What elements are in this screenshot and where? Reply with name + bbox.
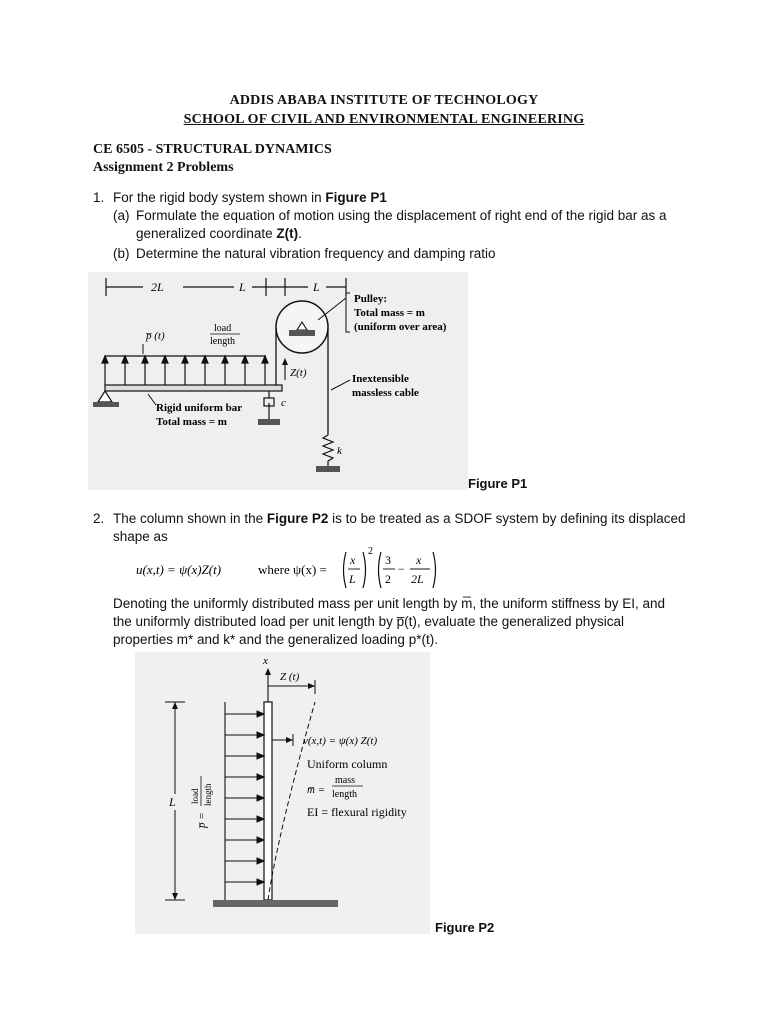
problem1-a-text: generalized coordinate	[136, 226, 277, 241]
problem2-para-line1: Denoting the uniformly distributed mass per unit length by m̅, the uniform stiffness by EI, and	[113, 596, 666, 611]
cable-label-2: massless cable	[352, 387, 419, 399]
problem1-b-label: (b)	[113, 246, 130, 261]
dim-2L: 2L	[151, 280, 164, 294]
fig2-L-label: L	[169, 795, 176, 809]
problem1-a-line1: Formulate the equation of motion using the displacement of right end of the rigid bar as a	[136, 208, 667, 223]
eq-minus: −	[398, 562, 405, 576]
fig2-ei-label: EI = flexural rigidity	[307, 805, 407, 819]
problem2-number: 2.	[93, 511, 105, 526]
spring-k-label: k	[337, 445, 342, 457]
fig2-v-label: v(x,t) = ψ(x) Z(t)	[303, 735, 378, 747]
pulley-label-3: (uniform over area)	[354, 321, 447, 333]
eq-2L: 2L	[411, 572, 424, 586]
pulley-label-2: Total mass = m	[354, 307, 425, 319]
school-title-text: SCHOOL OF CIVIL AND ENVIRONMENTAL ENGINEERING	[183, 112, 585, 127]
fig2-m-den: length	[332, 789, 357, 800]
fig2-zt-label: Z (t)	[280, 671, 300, 683]
problem2-lead: The column shown in the	[113, 511, 267, 526]
fig2-p-num: load	[190, 788, 200, 804]
school-title	[0, 112, 768, 128]
problem2-statement	[113, 510, 713, 528]
eq-pow: 2	[368, 546, 373, 557]
load-p-label: p̅ (t)	[146, 330, 165, 342]
problem1-figref: Figure P1	[325, 190, 387, 205]
figure-p1	[88, 272, 468, 490]
load-den: length	[210, 336, 235, 347]
fig2-m-lhs: m̅ =	[307, 784, 326, 796]
dim-L2: L	[313, 280, 320, 294]
load-num: load	[214, 323, 232, 334]
eq-lhs: u(x,t) = ψ(x)Z(t)	[136, 562, 222, 577]
damper-c-label: c	[281, 397, 286, 409]
problem1-a-end: .	[298, 226, 302, 241]
problem1-number: 1.	[93, 190, 105, 205]
fig2-m-num: mass	[335, 775, 355, 786]
bar-label-1: Rigid uniform bar	[156, 402, 243, 414]
eq-x2: x	[416, 553, 422, 567]
eq-3: 3	[385, 553, 391, 567]
dim-L1: L	[239, 280, 246, 294]
shape-function-equation	[130, 542, 450, 594]
problem2-figref: Figure P2	[266, 511, 329, 526]
problem2-rest: is to be treated as a SDOF system by defining its displaced	[328, 511, 686, 526]
problem1-b-text: Determine the natural vibration frequency and damping ratio	[136, 246, 496, 261]
problem2-line2: shape as	[113, 529, 168, 544]
fig2-p-lhs: p̅ =	[196, 812, 208, 828]
problem1-lead: For the rigid body system shown in	[113, 190, 326, 205]
cable-label-1: Inextensible	[352, 373, 409, 385]
fig2-p-den: length	[203, 783, 213, 806]
problem1-a-label: (a)	[113, 208, 130, 223]
eq-2: 2	[385, 572, 391, 586]
institute-title: ADDIS ABABA INSTITUTE OF TECHNOLOGY	[229, 93, 539, 108]
bar-label-2: Total mass = m	[156, 416, 227, 428]
problem1-a-coord: Z(t)	[276, 226, 299, 241]
eq-L1: L	[349, 572, 356, 586]
eq-x1: x	[350, 553, 356, 567]
course-code: CE 6505 - STRUCTURAL DYNAMICS	[93, 142, 332, 157]
pulley-label-1: Pulley:	[354, 293, 387, 305]
fig2-x-label: x	[263, 655, 268, 667]
fig1-zt-label: Z(t)	[290, 367, 307, 379]
problem2-para-line2: the uniformly distributed load per unit length by p̅(t), evaluate the generalized physical	[113, 614, 625, 629]
figure-p2	[135, 652, 430, 934]
eq-where: where ψ(x) =	[258, 562, 327, 577]
problem2-para-line3: properties m* and k* and the generalized loading p*(t).	[113, 632, 438, 647]
assignment-title: Assignment 2 Problems	[93, 160, 234, 175]
fig2-column-label: Uniform column	[307, 757, 388, 771]
problem1-statement	[113, 189, 387, 207]
figure-p1-caption: Figure P1	[468, 476, 528, 491]
figure-p2-caption: Figure P2	[435, 920, 495, 935]
problem1-a-line2	[136, 225, 302, 243]
